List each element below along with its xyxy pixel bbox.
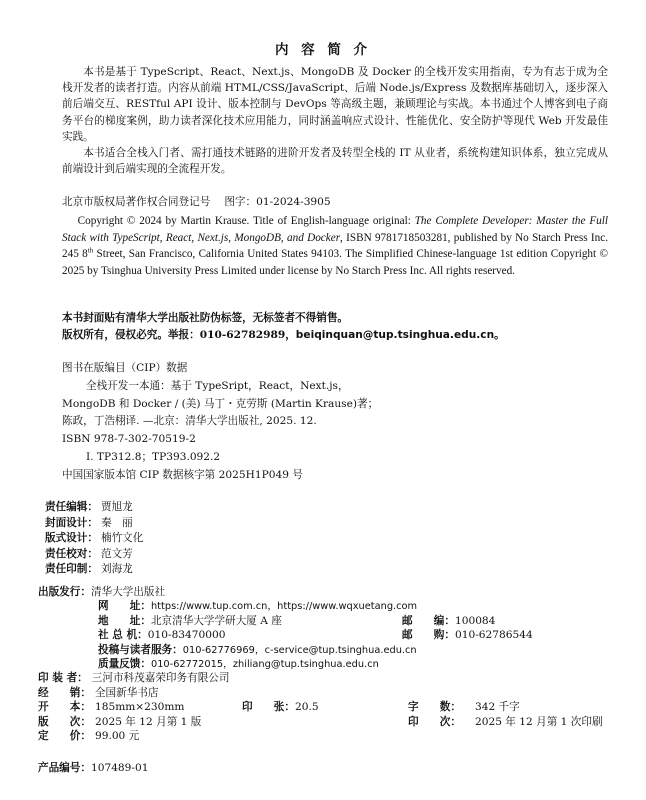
switchboard-label: 社 总 机： <box>98 629 148 642</box>
quality-value: 010-62772015，zhiliang@tup.tsinghua.edu.cn <box>150 658 379 670</box>
summary-paragraph: 本书是基于 TypeScript、React、Next.js、MongoDB 及 Docker 的全栈开发实用指南，专为有志于成为全栈开发者的读者打造。内容从前端 HTML/CSS/JavaScript、后端 Node.js/Express 及数据库基础切入，逐步深入前后端交互、RESTful API 设计、版本控制与 DevOps 等高级主题，兼顾理论与实战。本书通过个人博客到电子商务平台的梯度案例，助力读者深化技术应用能力，同时涵盖响应式设计、性能优化、安全防护等现代 Web 开发最佳实践。 <box>62 66 608 143</box>
staff-name: 楠竹文化 <box>101 532 144 545</box>
service-value: 010-62776969，c-service@tup.tsinghua.edu.cn <box>182 644 417 656</box>
quality-label: 质量反馈： <box>98 657 151 670</box>
ordinal-suffix: th <box>87 246 94 255</box>
quality-row <box>38 657 618 671</box>
page-title: 内 容 简 介 <box>274 42 372 58</box>
format-label: 开 本： <box>38 701 91 714</box>
edition-row <box>38 715 618 729</box>
staff-row <box>45 547 143 563</box>
anti-piracy-notice <box>62 310 505 344</box>
distributor-label: 经 销： <box>38 686 91 699</box>
cip-heading: 图书在版编目（CIP）数据 <box>62 362 188 374</box>
copyright-text: , ISBN 9781718503281, published by No Starch Press Inc. 245 8 <box>62 231 608 261</box>
printer-row <box>38 671 618 685</box>
cip-line: ISBN 978-7-302-70519-2 <box>62 433 196 446</box>
publication-info <box>38 585 618 743</box>
product-number: 107489-01 <box>90 762 149 774</box>
editorial-staff <box>45 500 143 578</box>
staff-role: 责任校对： <box>45 547 98 560</box>
service-label: 投稿与读者服务： <box>98 643 183 656</box>
words-label: 字 数： <box>408 701 461 714</box>
staff-role: 封面设计： <box>45 516 98 529</box>
staff-row <box>45 500 143 516</box>
website-value[interactable]: https://www.tup.com.cn，https://www.wqxuetang.com <box>150 601 418 613</box>
printing-value: 2025 年 12 月第 1 次印刷 <box>474 715 603 728</box>
cip-line: 陈政，丁浩栩译. —北京：清华大学出版社, 2025. 12. <box>62 415 317 428</box>
mail-order-label: 邮 购： <box>402 629 455 642</box>
cip-line: 中国国家版本馆 CIP 数据核字第 2025H1P049 号 <box>62 468 303 481</box>
service-row <box>38 643 618 657</box>
printer-label: 印 装 者： <box>38 672 88 685</box>
notice-line <box>62 327 505 344</box>
cip-line: 全栈开发一本通：基于 TypeSript，React，Next.js， <box>86 379 349 392</box>
copyright-registration <box>62 194 331 209</box>
report-phone: 版权所有，侵权必究。举报：010-62782989， <box>62 329 296 341</box>
switchboard-row <box>38 628 618 642</box>
format-value: 185mm×230mm <box>94 701 185 714</box>
cip-line: Ⅰ. TP312.8；TP393.092.2 <box>86 450 221 463</box>
switchboard-value: 010-83470000 <box>147 629 226 642</box>
staff-row <box>45 531 143 547</box>
summary-paragraph: 本书适合全栈入门者、需打通技术链路的进阶开发者及转型全栈的 IT 从业者，系统构建知识体系，独立完成从前端设计到后端实现的全流程开发。 <box>62 147 608 176</box>
staff-role: 责任印制： <box>45 563 98 576</box>
address-value: 北京清华大学学研大厦 A 座 <box>150 614 282 627</box>
product-label: 产品编号： <box>38 762 91 774</box>
issuer-row <box>38 585 618 599</box>
staff-row <box>45 562 143 578</box>
sheets-label: 印 张： <box>242 701 295 714</box>
issuer-label: 出版发行： <box>38 586 91 598</box>
words-value: 342 千字 <box>474 701 520 714</box>
printing-label: 印 次： <box>408 715 461 728</box>
punctuation: 。 <box>494 329 505 341</box>
staff-row <box>45 516 143 532</box>
content-summary <box>62 64 608 177</box>
edition-value: 2025 年 12 月第 1 版 <box>94 715 202 728</box>
staff-name: 贾旭龙 <box>101 501 133 513</box>
website-row <box>38 599 618 613</box>
distributor-value: 全国新华书店 <box>94 686 159 699</box>
staff-name: 秦 丽 <box>101 516 133 529</box>
staff-name: 刘海龙 <box>101 563 133 576</box>
address-row <box>38 614 618 628</box>
printer-value: 三河市科茂嘉荣印务有限公司 <box>91 672 230 685</box>
staff-role: 版式设计： <box>45 532 98 545</box>
postcode-label: 邮 编： <box>402 614 455 627</box>
price-label: 定 价： <box>38 729 91 742</box>
report-email[interactable]: beiqinquan@tup.tsinghua.edu.cn <box>295 329 495 341</box>
issuer-value: 清华大学出版社 <box>90 586 166 598</box>
registration-number: 图字：01-2024-3905 <box>224 196 331 208</box>
registration-label: 北京市版权局著作权合同登记号 <box>62 196 211 208</box>
original-title: The Complete Developer: Master the Full Stack with TypeScript, React, Next.js, MongoDB, and Docker <box>62 215 608 244</box>
address-label: 地 址： <box>98 614 151 627</box>
postcode-value: 100084 <box>454 614 496 627</box>
copyright-statement <box>62 213 608 279</box>
cip-line: MongoDB 和 Docker / (美) 马丁・克劳斯 (Martin Krause)著； <box>62 397 379 410</box>
sheets-value: 20.5 <box>294 701 319 714</box>
staff-name: 范文芳 <box>101 547 133 560</box>
price-row <box>38 729 618 743</box>
staff-role: 责任编辑： <box>45 501 98 513</box>
product-code <box>38 760 148 775</box>
website-label: 网 址： <box>98 600 151 613</box>
notice-line: 本书封面贴有清华大学出版社防伪标签，无标签者不得销售。 <box>62 312 349 324</box>
copyright-text: Street, San Francisco, California United States 94103. The Simplified Chinese-language 1st edition Copyright © 2025 by Tsinghua University Press Limited under license by No Starch Press Inc. All rights reserved. <box>62 248 608 277</box>
edition-label: 版 次： <box>38 715 91 728</box>
cip-data <box>62 360 378 485</box>
mail-order-value: 010-62786544 <box>454 629 533 642</box>
format-row <box>38 700 618 714</box>
copyright-text: Copyright © 2024 by Martin Krause. Title of English-language original: <box>77 215 415 227</box>
price-value: 99.00 元 <box>94 729 140 742</box>
distributor-row <box>38 686 618 700</box>
